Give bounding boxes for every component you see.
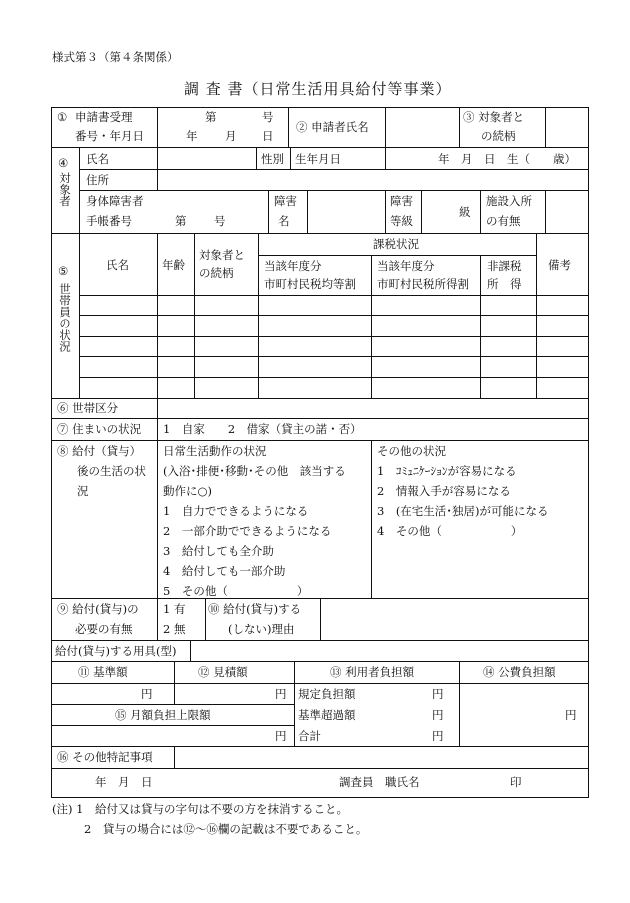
facility-line1: 施設入所 — [486, 194, 532, 208]
disability-grade-line1: 障害 — [390, 194, 413, 208]
tax-col3-line2: 所 得 — [487, 277, 522, 291]
adl-item: 5 その他（ ） — [163, 584, 309, 598]
base-amount-yen: 円 — [141, 687, 153, 701]
tax-status-header: 課税状況 — [373, 237, 419, 251]
other-status-item: 4 その他（ ） — [377, 524, 523, 538]
applicant-name-label: ② 申請者氏名 — [296, 120, 369, 134]
receipt-dai: 第 — [205, 110, 217, 124]
receipt-number-label: ① — [57, 110, 68, 124]
regular-burden-yen: 円 — [432, 687, 444, 701]
after-life-label-line3: 況 — [77, 484, 89, 498]
section4-number: ④ — [58, 156, 69, 170]
subject-sex-label: 性別 — [261, 152, 284, 166]
necessity-label-line2: 必要の有無 — [75, 622, 133, 636]
special-notes-label: ⑯ その他特記事項 — [57, 750, 153, 764]
adl-item: 4 給付しても一部介助 — [163, 564, 286, 578]
adl-subtitle-1: (入浴･排便･移動･その他 該当する — [163, 464, 346, 478]
tax-col2-line2: 市町村民税所得割 — [377, 277, 469, 291]
housing-options: 1 自家 2 借家（貸主の諾・否） — [163, 422, 362, 436]
disability-grade-unit: 級 — [459, 205, 471, 219]
tax-col1-line2: 市町村民税均等割 — [264, 277, 356, 291]
tax-col1-line1: 当該年度分 — [264, 259, 322, 273]
disability-name-line1: 障害 — [274, 194, 297, 208]
adl-item: 2 一部介助でできるようになる — [163, 524, 332, 538]
receipt-month: 月 — [225, 129, 237, 143]
adl-item: 3 給付しても全介助 — [163, 544, 274, 558]
excess-label: 基準超過額 — [298, 708, 356, 722]
household-category-label: ⑥ 世帯区分 — [57, 401, 119, 415]
section4-side-label: 対象者 — [58, 172, 72, 207]
relation-label-line2: の続柄 — [481, 129, 516, 143]
remarks-header: 備考 — [548, 258, 571, 272]
investigator-label: 調査員 職氏名 — [339, 775, 420, 789]
section5-number: ⑤ — [58, 264, 69, 278]
subject-birth-label: 生年月日 — [295, 152, 341, 166]
estimate-label: ⑫ 見積額 — [198, 665, 248, 679]
public-burden-yen: 円 — [565, 708, 577, 722]
survey-date: 年 月 日 — [95, 775, 153, 789]
note-1: (注) 1 給付又は貸与の字句は不要の方を抹消すること。 — [52, 802, 348, 816]
monthly-cap-yen: 円 — [275, 729, 287, 743]
page-title: 調 査 書（日常生活用具給付等事業） — [184, 80, 452, 98]
cert-label-line2: 手帳番号 — [86, 214, 132, 228]
adl-title: 日常生活動作の状況 — [163, 444, 267, 458]
housing-label: ⑦ 住まいの状況 — [57, 422, 142, 436]
seal-mark: 印 — [510, 775, 522, 789]
disability-name-line2: 名 — [278, 214, 290, 228]
reason-label-line2: (しない)理由 — [228, 622, 295, 636]
member-name-header: 氏名 — [106, 258, 129, 272]
device-type-label: 給付(貸与)する用具(型) — [55, 644, 177, 658]
public-burden-label: ⑭ 公費負担額 — [483, 665, 556, 679]
user-burden-label: ⑬ 利用者負担額 — [330, 665, 415, 679]
after-life-label-line2: 後の生活の状 — [77, 464, 146, 478]
section5-side-label: 世帯員の状況 — [58, 283, 72, 352]
estimate-yen: 円 — [275, 687, 287, 701]
other-status-item: 2 情報入手が容易になる — [377, 484, 511, 498]
necessity-yes: 1 有 — [163, 602, 186, 616]
adl-item: 1 自力でできるようになる — [163, 504, 309, 518]
subject-birth-format: 年 月 日 生（ 歳） — [438, 152, 576, 166]
excess-yen: 円 — [432, 708, 444, 722]
receipt-day: 日 — [262, 129, 274, 143]
facility-line2: の有無 — [486, 214, 521, 228]
monthly-cap-label: ⑮ 月額負担上限額 — [115, 708, 211, 722]
form-number: 様式第３（第４条関係） — [52, 50, 179, 64]
member-relation-line1: 対象者と — [199, 248, 245, 262]
relation-label-line1: ③ 対象者と — [463, 110, 525, 124]
necessity-label-line1: ⑨ 給付(貸与)の — [57, 602, 139, 616]
other-status-item: 3 (在宅生活･独居)が可能になる — [377, 504, 549, 518]
necessity-no: 2 無 — [163, 622, 186, 636]
receipt-go: 号 — [262, 110, 274, 124]
tax-col3-line1: 非課税 — [487, 259, 522, 273]
regular-burden-label: 規定負担額 — [298, 687, 356, 701]
receipt-label-line2: 番号・年月日 — [75, 129, 144, 143]
cert-label-line1: 身体障害者 — [86, 194, 144, 208]
receipt-label-line1: 申請書受理 — [75, 110, 133, 124]
cert-go: 号 — [214, 214, 226, 228]
member-relation-line2: の続柄 — [199, 266, 234, 280]
receipt-year: 年 — [186, 129, 198, 143]
other-status-title: その他の状況 — [377, 444, 446, 458]
reason-label-line1: ⑩ 給付(貸与)する — [208, 602, 302, 616]
total-label: 合計 — [298, 729, 321, 743]
disability-grade-line2: 等級 — [390, 214, 413, 228]
subject-name-label: 氏名 — [86, 152, 109, 166]
total-yen: 円 — [432, 729, 444, 743]
note-2: 2 貸与の場合には⑫〜⑯欄の記載は不要であること。 — [84, 822, 368, 836]
subject-address-label: 住所 — [86, 173, 109, 187]
adl-subtitle-2: 動作に○) — [163, 484, 213, 498]
member-age-header: 年齢 — [162, 258, 185, 272]
other-status-item: 1 ｺﾐｭﾆｹｰｼｮﾝが容易になる — [377, 464, 517, 478]
tax-col2-line1: 当該年度分 — [377, 259, 435, 273]
cert-dai: 第 — [175, 214, 187, 228]
after-life-label-line1: ⑧ 給付（貸与） — [57, 444, 142, 458]
base-amount-label: ⑪ 基準額 — [78, 665, 128, 679]
